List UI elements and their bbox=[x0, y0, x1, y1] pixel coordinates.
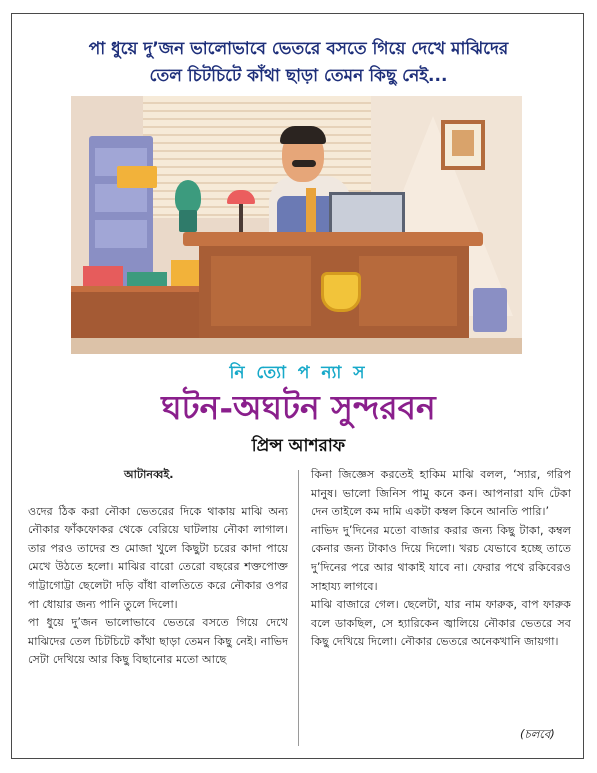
tagline-line-1: পা ধুয়ে দু’জন ভালোভাবে ভেতরে বসতে গিয়ে দেখে মাঝিদের bbox=[88, 39, 509, 59]
paragraph: পা ধুয়ে দু’জন ভালোভাবে ভেতরে বসতে গিয়ে দেখে মাঝিদের তেল চিটচিটে কাঁথা ছাড়া তেমন কিছু নেই। নাভিদ সেটা দেখিয়ে আর কিছু বিছানোর মতো আছে bbox=[28, 616, 288, 667]
man-tie bbox=[306, 188, 316, 232]
to-be-continued: (চলবে) bbox=[520, 727, 555, 741]
man-mustache bbox=[292, 160, 316, 167]
author-name: প্রিন্স আশরাফ bbox=[251, 436, 346, 456]
wall-picture bbox=[452, 130, 474, 156]
series-label: নি ত্যো প ন্যা স bbox=[229, 363, 368, 383]
desk-panel bbox=[211, 256, 311, 326]
paragraph: নাভিদ দু’দিনের মতো বাজার করার জন্য কিছু টাকা, কম্বল কেনার জন্য টাকাও দিয়ে দিলো। খরচ যেভাবে হচ্ছে তাতে দু’দিনের পরে আর থাকাই যাবে না। ফেরার পথে রকিবেরও সাহায্য লাগবে। bbox=[311, 523, 571, 593]
desk-panel bbox=[359, 256, 457, 326]
floor bbox=[71, 338, 522, 354]
man-hair bbox=[280, 126, 326, 144]
paragraph: মাঝি বাজারে গেল। ছেলেটা, যার নাম ফারুক, বাপ ফারুক বলে ডাকছিল, সে হ্যারিকেন জ্বালিয়ে নৌকার ভেতরে সব কিছু দেখিয়ে দিলো। নৌকার ভেতরে অনেকখানি জায়গা। bbox=[311, 598, 571, 649]
article-column-left bbox=[28, 466, 288, 670]
cabinet-drawer bbox=[95, 184, 147, 212]
desk-top bbox=[183, 232, 483, 246]
story-title: ঘটন-অঘটন সুন্দরবন bbox=[161, 388, 436, 427]
badge-icon bbox=[321, 272, 361, 312]
trash-bin bbox=[473, 288, 507, 332]
tagline-line-2: তেল চিটচিটে কাঁথা ছাড়া তেমন কিছু নেই... bbox=[149, 66, 448, 86]
paragraph: কিনা জিজ্ঞেস করতেই হাকিম মাঝি বলল, ‘স্যার, গরিপ মানুষ। ভালো জিনিস পামু কনে কন। আপনারা যদি টেকা দেন তাইলে কম দামি একটা কম্বল কিনে আনতি পারি।’ bbox=[311, 468, 571, 519]
box-on-cabinet bbox=[117, 166, 157, 188]
tagline bbox=[30, 36, 567, 90]
plant-pot bbox=[179, 210, 197, 232]
plant-leaves bbox=[175, 180, 201, 214]
book bbox=[127, 272, 167, 286]
article-column-right bbox=[311, 466, 571, 652]
office-illustration bbox=[71, 96, 522, 354]
cabinet-drawer bbox=[95, 220, 147, 248]
book bbox=[83, 266, 123, 286]
column-divider bbox=[298, 470, 299, 746]
lamp-shade bbox=[227, 190, 255, 204]
installment-label: আটানব্বই. bbox=[124, 468, 174, 481]
paragraph: ওদের ঠিক করা নৌকা ভেতরের দিকে থাকায় মাঝি অন্য নৌকার ফাঁকফোকর থেকে বেরিয়ে ঘাটলায় নৌকা লাগাল। তার পরও তাদের শু মোজা খুলে কিছুটা চরের কাদা পায়ে মেখে উঠতে হলো। মাঝির বারো তেরো বছরের শক্তপোক্ত গাট্টাগোট্টা ছেলেটা দড়ি বাঁধা বালতিতে করে নৌকার ওপর পা ধোয়ার জন্য পানি তুলে দিলো। bbox=[28, 504, 288, 611]
